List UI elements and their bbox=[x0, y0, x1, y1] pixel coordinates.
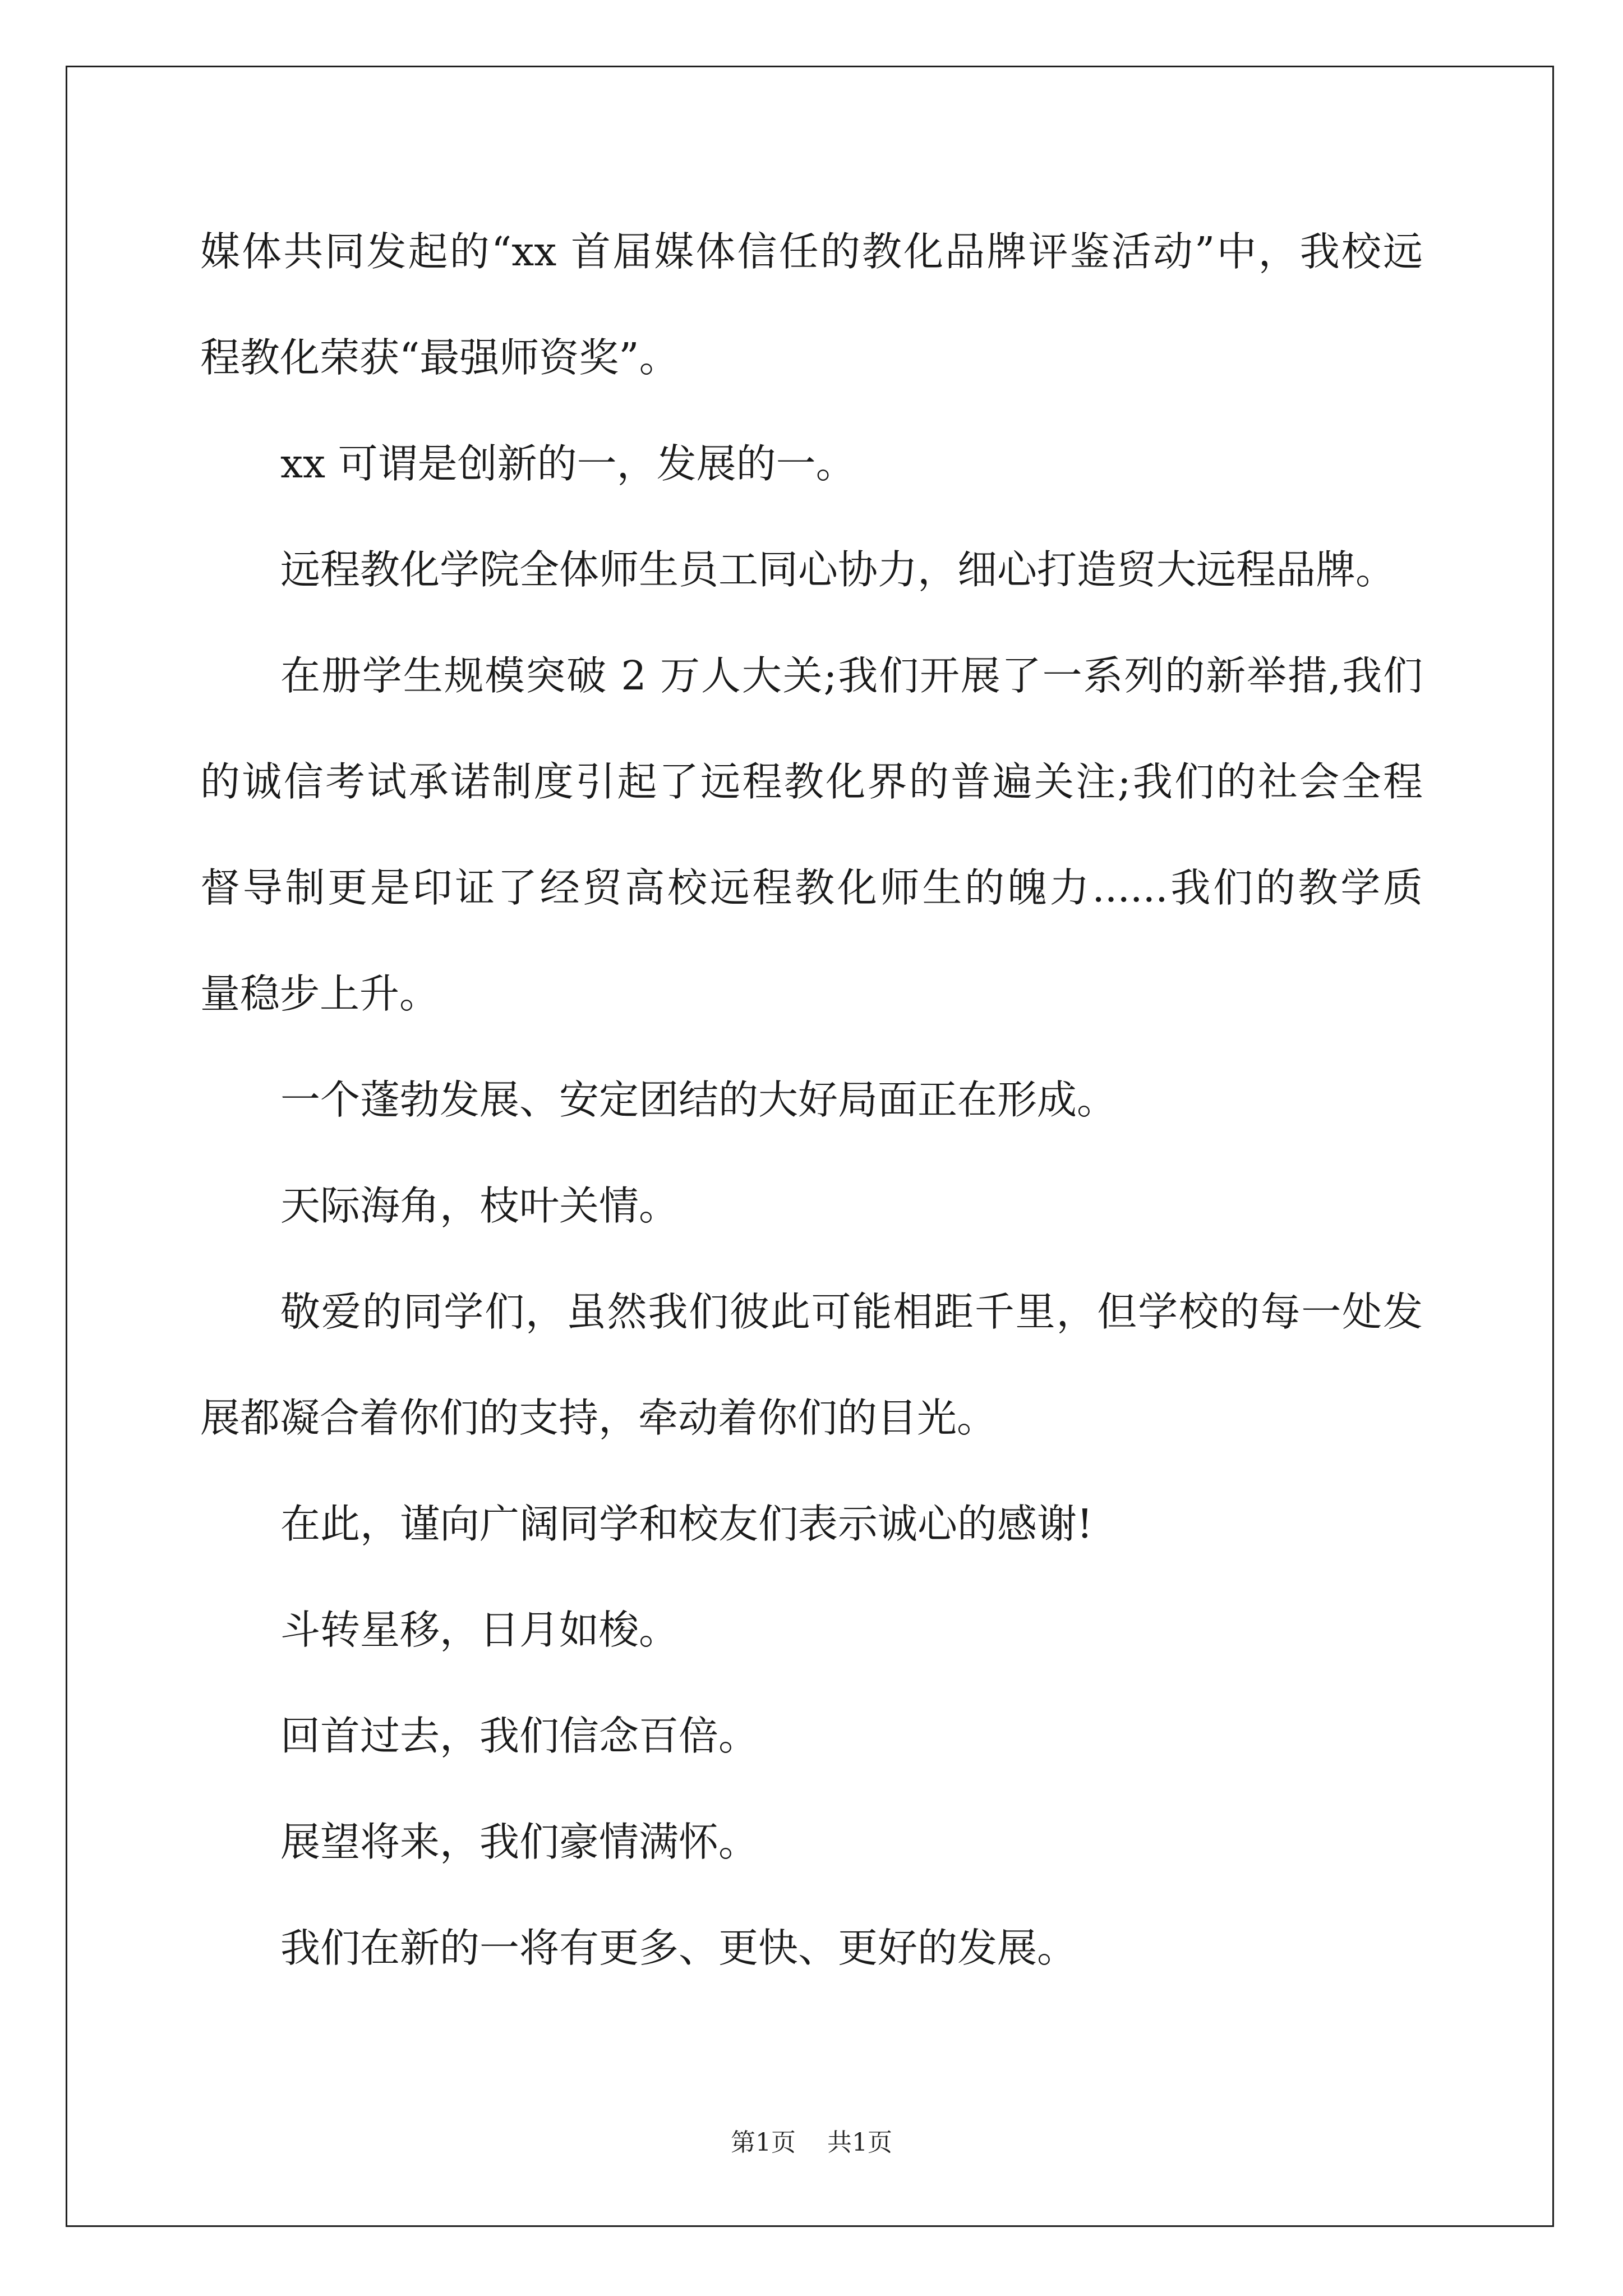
paragraph-line: 展望将来，我们豪情满怀。 bbox=[280, 1819, 759, 1865]
paragraph-line: 媒体共同发起的“xx 首届媒体信任的教化品牌评鉴活动”中，我校远 bbox=[200, 228, 1423, 275]
page-count: 共1页 bbox=[827, 2128, 892, 2157]
paragraph-line: 一个蓬勃发展、安定团结的大好局面正在形成。 bbox=[280, 1076, 1117, 1123]
paragraph-line: 的诚信考试承诺制度引起了远程教化界的普遍关注;我们的社会全程 bbox=[200, 758, 1423, 805]
paragraph-line: 程教化荣获“最强师资奖”。 bbox=[200, 334, 679, 381]
paragraph-line: 在册学生规模突破 2 万人大关;我们开展了一系列的新举措,我们 bbox=[280, 652, 1423, 699]
paragraph-line: 在此，谨向广阔同学和校友们表示诚心的感谢! bbox=[280, 1501, 1093, 1547]
paragraph-line: xx 可谓是创新的一，发展的一。 bbox=[280, 440, 856, 487]
page-number: 第1页 bbox=[731, 2128, 796, 2157]
paragraph-line: 展都凝合着你们的支持，牵动着你们的目光。 bbox=[200, 1395, 997, 1441]
page-footer bbox=[0, 2126, 1623, 2160]
paragraph-line: 天际海角，枝叶关情。 bbox=[280, 1182, 679, 1229]
paragraph-line: 督导制更是印证了经贸高校远程教化师生的魄力......我们的教学质 bbox=[200, 864, 1423, 911]
paragraph-line: 敬爱的同学们，虽然我们彼此可能相距千里，但学校的每一处发 bbox=[280, 1289, 1423, 1335]
paragraph-line: 远程教化学院全体师生员工同心协力，细心打造贸大远程品牌。 bbox=[280, 546, 1396, 593]
paragraph-line: 量稳步上升。 bbox=[200, 970, 440, 1017]
document-body bbox=[200, 199, 1423, 2001]
paragraph-line: 斗转星移，日月如梭。 bbox=[280, 1607, 679, 1653]
paragraph-line: 我们在新的一将有更多、更快、更好的发展。 bbox=[280, 1925, 1077, 1971]
paragraph-line: 回首过去，我们信念百倍。 bbox=[280, 1713, 759, 1759]
